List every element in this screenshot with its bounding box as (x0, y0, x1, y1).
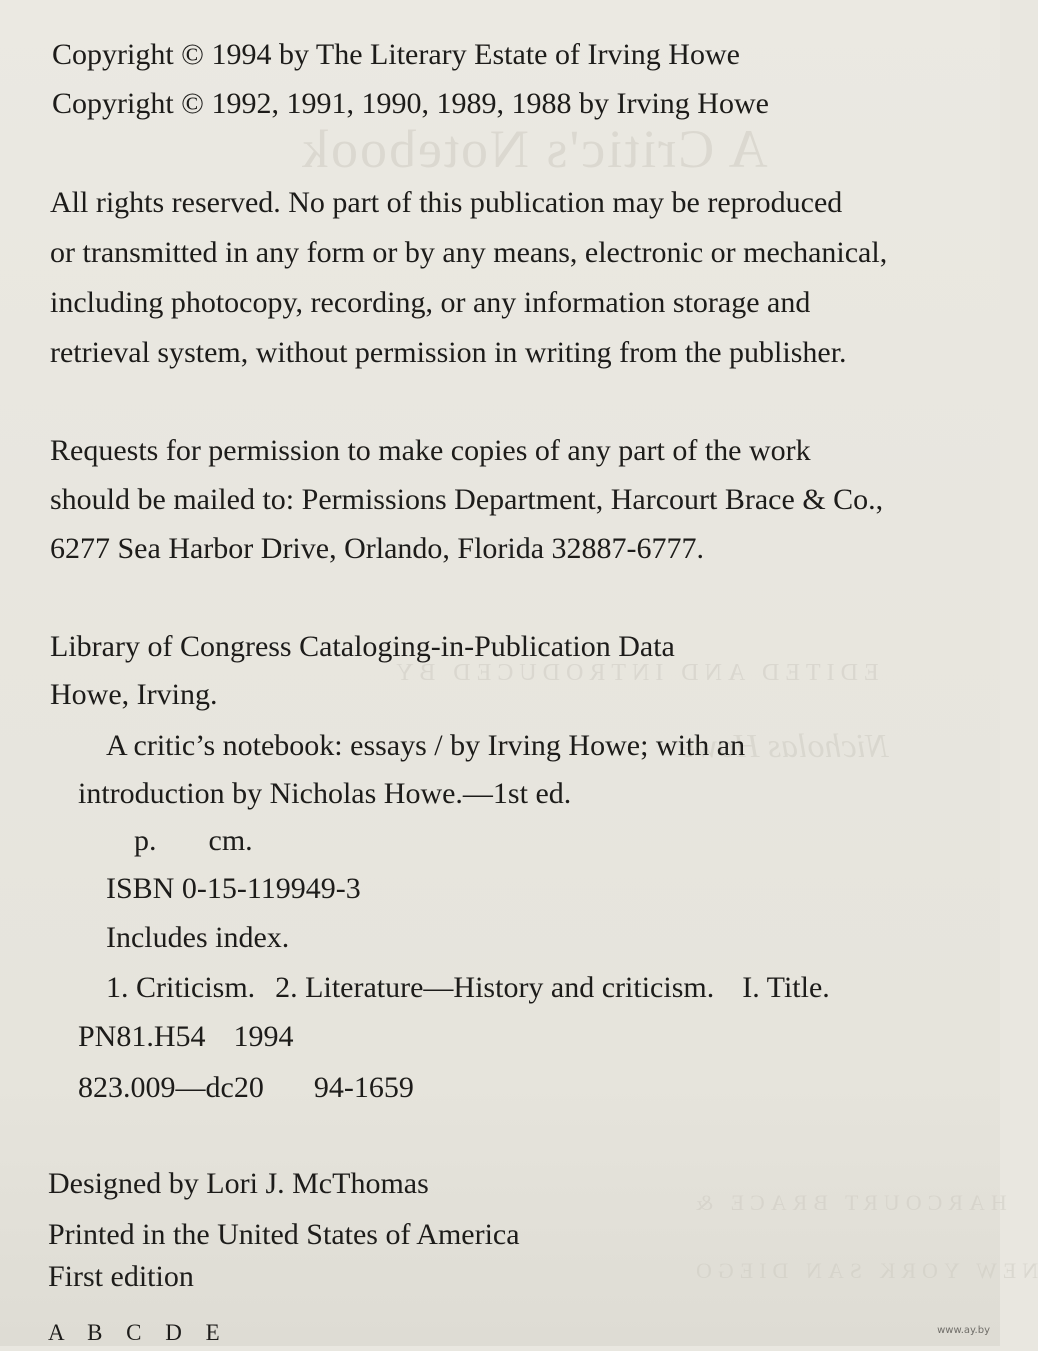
cip-dewey: 823.009—dc20 (78, 1071, 264, 1104)
cip-dewey-line (78, 1070, 414, 1106)
watermark: www.ay.by (937, 1325, 990, 1336)
cip-lc-class: PN81.H54 (78, 1020, 206, 1053)
rights-text: All rights reserved. No part of this publication may be reproduced (50, 186, 843, 219)
cip-subject: 2. Literature—History and criticism. (275, 971, 715, 1004)
rights-text: retrieval system, without permission in writing from the publisher. (50, 336, 847, 369)
show-through-text: EDITED AND INTRODUCED BY (390, 660, 879, 686)
cip-subject: 1. Criticism. (106, 971, 256, 1004)
permissions-address: 6277 Sea Harbor Drive, Orlando, Florida 32887-6777. (50, 532, 705, 565)
permissions-text: Requests for permission to make copies of any part of the work (50, 434, 811, 467)
copyright-line: Copyright © 1992, 1991, 1990, 1989, 1988 by Irving Howe (52, 87, 769, 120)
cip-index-note: Includes index. (106, 921, 290, 954)
cip-lc-year: 1994 (233, 1020, 294, 1053)
cip-lc-call-number (78, 1019, 294, 1055)
cip-physical-description (134, 823, 253, 859)
cip-title: A critic’s notebook: essays / by Irving Howe; with an (106, 729, 746, 762)
printed-in: Printed in the United States of America (48, 1218, 520, 1251)
copyright-line: Copyright © 1994 by The Literary Estate of Irving Howe (52, 38, 740, 71)
show-through-text: Nicholas Howe (680, 728, 889, 765)
rights-text: or transmitted in any form or by any means, electronic or mechanical, (50, 236, 888, 269)
cip-pages: p. (134, 824, 157, 857)
cip-subjects (106, 970, 830, 1006)
show-through-text: A Critic's Notebook (300, 119, 768, 179)
cip-cm: cm. (208, 824, 253, 857)
cip-lccn: 94-1659 (313, 1071, 414, 1104)
cip-author: Howe, Irving. (50, 678, 218, 711)
cip-subject: I. Title. (742, 971, 830, 1004)
show-through-text: NEW YORK SAN DIEGO (690, 1258, 1038, 1283)
permissions-text: should be mailed to: Permissions Department, Harcourt Brace & Co., (50, 483, 884, 516)
cip-isbn: ISBN 0-15-119949-3 (106, 872, 361, 905)
edition-note: First edition (48, 1260, 194, 1293)
cip-heading: Library of Congress Cataloging-in-Publication Data (50, 630, 675, 663)
designer-credit: Designed by Lori J. McThomas (48, 1167, 429, 1200)
cip-title: introduction by Nicholas Howe.—1st ed. (78, 777, 572, 810)
impression-line: A B C D E (48, 1320, 229, 1345)
show-through-text: HARCOURT BRACE & (690, 1190, 1007, 1215)
rights-text: including photocopy, recording, or any information storage and (50, 286, 811, 319)
